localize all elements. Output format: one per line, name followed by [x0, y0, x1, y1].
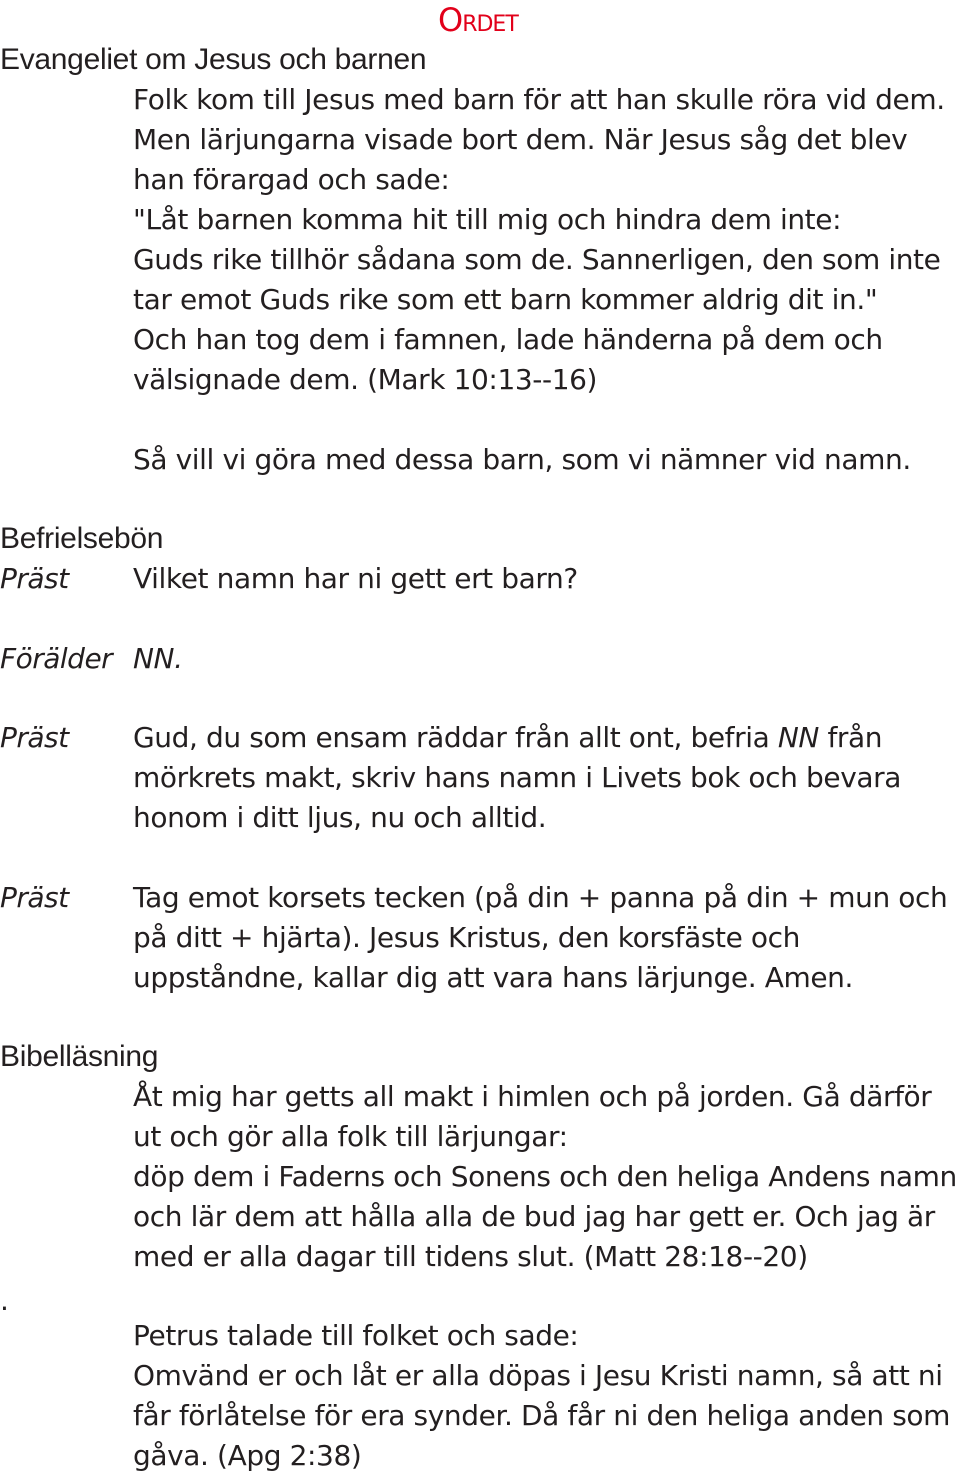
gospel-text [133, 80, 960, 400]
speaker-label-prast: Präst [0, 881, 69, 914]
closing-line: Så vill vi göra med dessa barn, som vi nämner vid namn. [133, 443, 911, 476]
text-line: Guds rike tillhör sådana som de. Sannerligen, den som inte [133, 243, 941, 276]
text-line: NN. [133, 642, 183, 675]
cross-sign-prayer [133, 878, 960, 998]
text-fragment: från [818, 721, 883, 754]
text-line: uppståndne, kallar dig att vara hans lärjunge. Amen. [133, 961, 854, 994]
text-line: välsignade dem. (Mark 10:13--16) [133, 363, 598, 396]
text-line: Och han tog dem i famnen, lade händerna på dem och [133, 323, 883, 356]
text-line: får förlåtelse för era synder. Då får ni den heliga anden som [133, 1399, 951, 1432]
text-line: döp dem i Faderns och Sonens och den heliga Andens namn [133, 1160, 957, 1193]
text-line [133, 718, 960, 758]
gospel-closing [133, 440, 960, 480]
text-line: "Låt barnen komma hit till mig och hindra dem inte: [133, 203, 842, 236]
prayer-question [133, 559, 960, 599]
text-line: Vilket namn har ni gett ert barn? [133, 562, 578, 595]
speaker-label-foralder: Förälder [0, 642, 113, 675]
text-line: Petrus talade till folket och sade: [133, 1319, 579, 1352]
text-line: Men lärjungarna visade bort dem. När Jesus såg det blev [133, 123, 908, 156]
margin-dot: . [0, 1284, 9, 1317]
text-line: honom i ditt ljus, nu och alltid. [133, 801, 547, 834]
text-line: mörkrets makt, skriv hans namn i Livets bok och bevara [133, 761, 901, 794]
text-line: tar emot Guds rike som ett barn kommer aldrig dit in." [133, 283, 878, 316]
text-fragment: Gud, du som ensam räddar från allt ont, befria [133, 721, 778, 754]
text-line: och lär dem att hålla alla de bud jag har gett er. Och jag är [133, 1200, 935, 1233]
speaker-label-prast: Präst [0, 721, 69, 754]
text-line: Omvänd er och låt er alla döpas i Jesu Kristi namn, så att ni [133, 1359, 943, 1392]
bible-reading-matthew [133, 1077, 960, 1277]
text-line: med er alla dagar till tidens slut. (Matt 28:18--20) [133, 1240, 808, 1273]
prayer-answer [133, 639, 960, 679]
section-heading-evangeliet: Evangeliet om Jesus och barnen [0, 43, 427, 76]
text-line: Folk kom till Jesus med barn för att han skulle röra vid dem. [133, 83, 945, 116]
bible-reading-acts [133, 1316, 960, 1476]
text-line: på ditt + hjärta). Jesus Kristus, den korsfäste och [133, 921, 800, 954]
deliverance-prayer [133, 718, 960, 838]
name-placeholder: NN [777, 721, 819, 754]
section-heading-bibellasning: Bibelläsning [0, 1040, 159, 1073]
text-line: Tag emot korsets tecken (på din + panna på din + mun och [133, 881, 948, 914]
text-line: Åt mig har getts all makt i himlen och på jorden. Gå därför [133, 1080, 932, 1113]
text-line: gåva. (Apg 2:38) [133, 1439, 362, 1472]
text-line: ut och gör alla folk till lärjungar: [133, 1120, 568, 1153]
page-title: Ordet [438, 1, 518, 39]
speaker-label-prast: Präst [0, 562, 69, 595]
section-heading-befrielsebon: Befrielsebön [0, 522, 164, 555]
text-line: han förargad och sade: [133, 163, 450, 196]
